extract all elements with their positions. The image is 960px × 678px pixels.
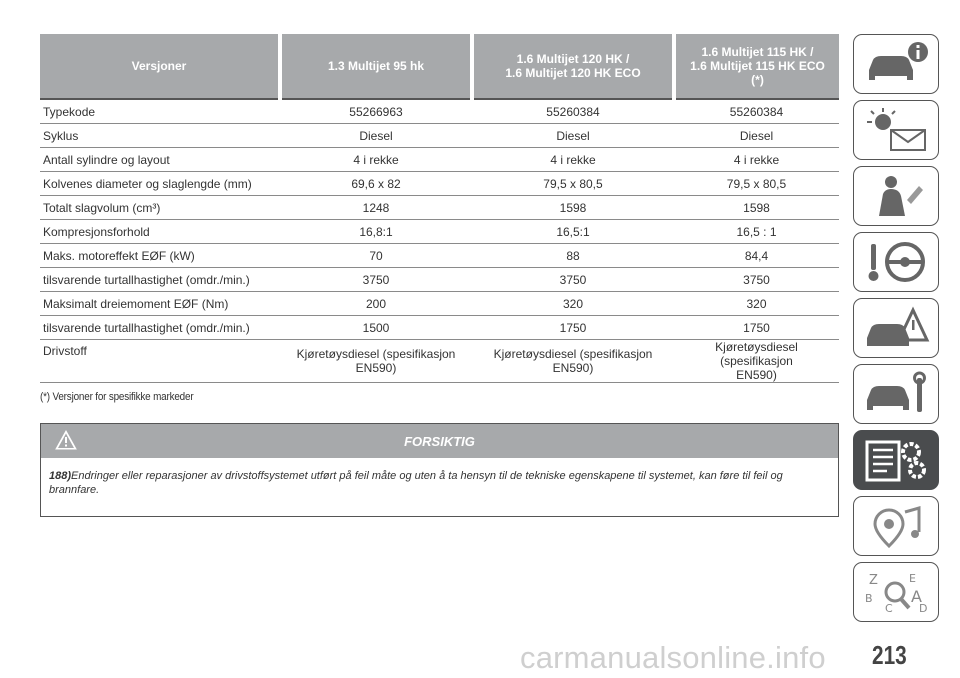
row-value: 3750	[674, 268, 839, 292]
table-row	[40, 124, 839, 148]
table-row	[40, 316, 839, 340]
tab-maintenance[interactable]	[853, 364, 939, 424]
header-version-3: 1.6 Multijet 115 HK / 1.6 Multijet 115 HK ECO (*)	[674, 34, 839, 99]
row-label: Kompresjonsforhold	[40, 220, 280, 244]
row-value: 16,5 : 1	[674, 220, 839, 244]
row-label: Maksimalt dreiemoment EØF (Nm)	[40, 292, 280, 316]
row-value: 1598	[674, 196, 839, 220]
warning-title: FORSIKTIG	[404, 434, 475, 449]
warning-box	[40, 423, 839, 517]
safety-icon	[861, 172, 931, 220]
row-value: 84,4	[674, 244, 839, 268]
car-info-icon	[861, 40, 931, 88]
index-icon	[861, 568, 931, 616]
table-row	[40, 196, 839, 220]
svg-text:B: B	[865, 592, 873, 605]
row-label: Maks. motoreffekt EØF (kW)	[40, 244, 280, 268]
row-value: 4 i rekke	[674, 148, 839, 172]
svg-text:A: A	[911, 587, 922, 606]
svg-text:Z: Z	[869, 573, 878, 588]
table-row	[40, 340, 839, 383]
engine-spec-table	[40, 34, 839, 383]
row-value: 3750	[280, 268, 472, 292]
warning-text: Endringer eller reparasjoner av drivstoffsystemet utført på feil måte og uten å ta hensyn til de tekniske egenskapene til systemet, kan føre til feil og brannfare.	[49, 470, 783, 496]
row-value: 1248	[280, 196, 472, 220]
tab-index[interactable]	[853, 562, 939, 622]
warning-header	[41, 424, 838, 458]
row-label: Syklus	[40, 124, 280, 148]
chapter-sidebar	[853, 34, 941, 628]
row-value: 4 i rekke	[280, 148, 472, 172]
row-value: 320	[472, 292, 674, 316]
tab-driving[interactable]	[853, 232, 939, 292]
tab-multimedia[interactable]	[853, 496, 939, 556]
header-versions: Versjoner	[40, 34, 280, 99]
svg-text:C: C	[885, 602, 893, 615]
maintenance-icon	[861, 370, 931, 418]
tab-emergency[interactable]	[853, 298, 939, 358]
table-row	[40, 268, 839, 292]
row-value: Diesel	[472, 124, 674, 148]
multimedia-icon	[861, 502, 931, 550]
header-version-1: 1.3 Multijet 95 hk	[280, 34, 472, 99]
tab-safety[interactable]	[853, 166, 939, 226]
svg-text:D: D	[919, 602, 928, 615]
row-value: 79,5 x 80,5	[674, 172, 839, 196]
table-header-row	[40, 34, 839, 99]
lights-warning-icon	[861, 106, 931, 154]
table-row	[40, 244, 839, 268]
table-row	[40, 172, 839, 196]
technical-data-icon	[861, 436, 931, 484]
row-label: Totalt slagvolum (cm³)	[40, 196, 280, 220]
watermark: carmanualsonline.info	[520, 640, 826, 675]
row-label: Typekode	[40, 99, 280, 124]
svg-text:E: E	[909, 572, 916, 585]
warning-number: 188)	[49, 470, 72, 482]
row-label: Antall sylindre og layout	[40, 148, 280, 172]
row-value: 3750	[472, 268, 674, 292]
row-value: 4 i rekke	[472, 148, 674, 172]
header-version-2: 1.6 Multijet 120 HK / 1.6 Multijet 120 HK ECO	[472, 34, 674, 99]
row-value: 55266963	[280, 99, 472, 124]
row-label: Drivstoff	[40, 340, 280, 383]
row-value: Kjøretøysdiesel (spesifikasjon EN590)	[280, 340, 472, 383]
row-value: 69,6 x 82	[280, 172, 472, 196]
row-value: Kjøretøysdiesel (spesifikasjon EN590)	[472, 340, 674, 383]
row-value: 55260384	[472, 99, 674, 124]
row-value: 1750	[674, 316, 839, 340]
row-value: Diesel	[280, 124, 472, 148]
warning-body	[41, 458, 838, 497]
page-number: 213	[872, 640, 907, 670]
tab-car-info[interactable]	[853, 34, 939, 94]
row-label: Kolvenes diameter og slaglengde (mm)	[40, 172, 280, 196]
table-row	[40, 99, 839, 124]
row-value: 70	[280, 244, 472, 268]
table-row	[40, 292, 839, 316]
row-label: tilsvarende turtallhastighet (omdr./min.)	[40, 316, 280, 340]
driving-icon	[861, 238, 931, 286]
row-value: 16,8:1	[280, 220, 472, 244]
row-value: 200	[280, 292, 472, 316]
tab-technical-data[interactable]	[853, 430, 939, 490]
table-row	[40, 148, 839, 172]
row-value: 79,5 x 80,5	[472, 172, 674, 196]
row-value: Kjøretøysdiesel (spesifikasjon EN590)	[674, 340, 839, 383]
table-row	[40, 220, 839, 244]
tab-lights[interactable]	[853, 100, 939, 160]
row-value: 1750	[472, 316, 674, 340]
row-value: Diesel	[674, 124, 839, 148]
row-value: 1500	[280, 316, 472, 340]
row-value: 16,5:1	[472, 220, 674, 244]
footnote: (*) Versjoner for spesifikke markeder	[40, 391, 194, 403]
row-value: 88	[472, 244, 674, 268]
row-value: 55260384	[674, 99, 839, 124]
emergency-icon	[861, 304, 931, 352]
row-label: tilsvarende turtallhastighet (omdr./min.)	[40, 268, 280, 292]
spec-page	[40, 34, 839, 403]
row-value: 1598	[472, 196, 674, 220]
row-value: 320	[674, 292, 839, 316]
